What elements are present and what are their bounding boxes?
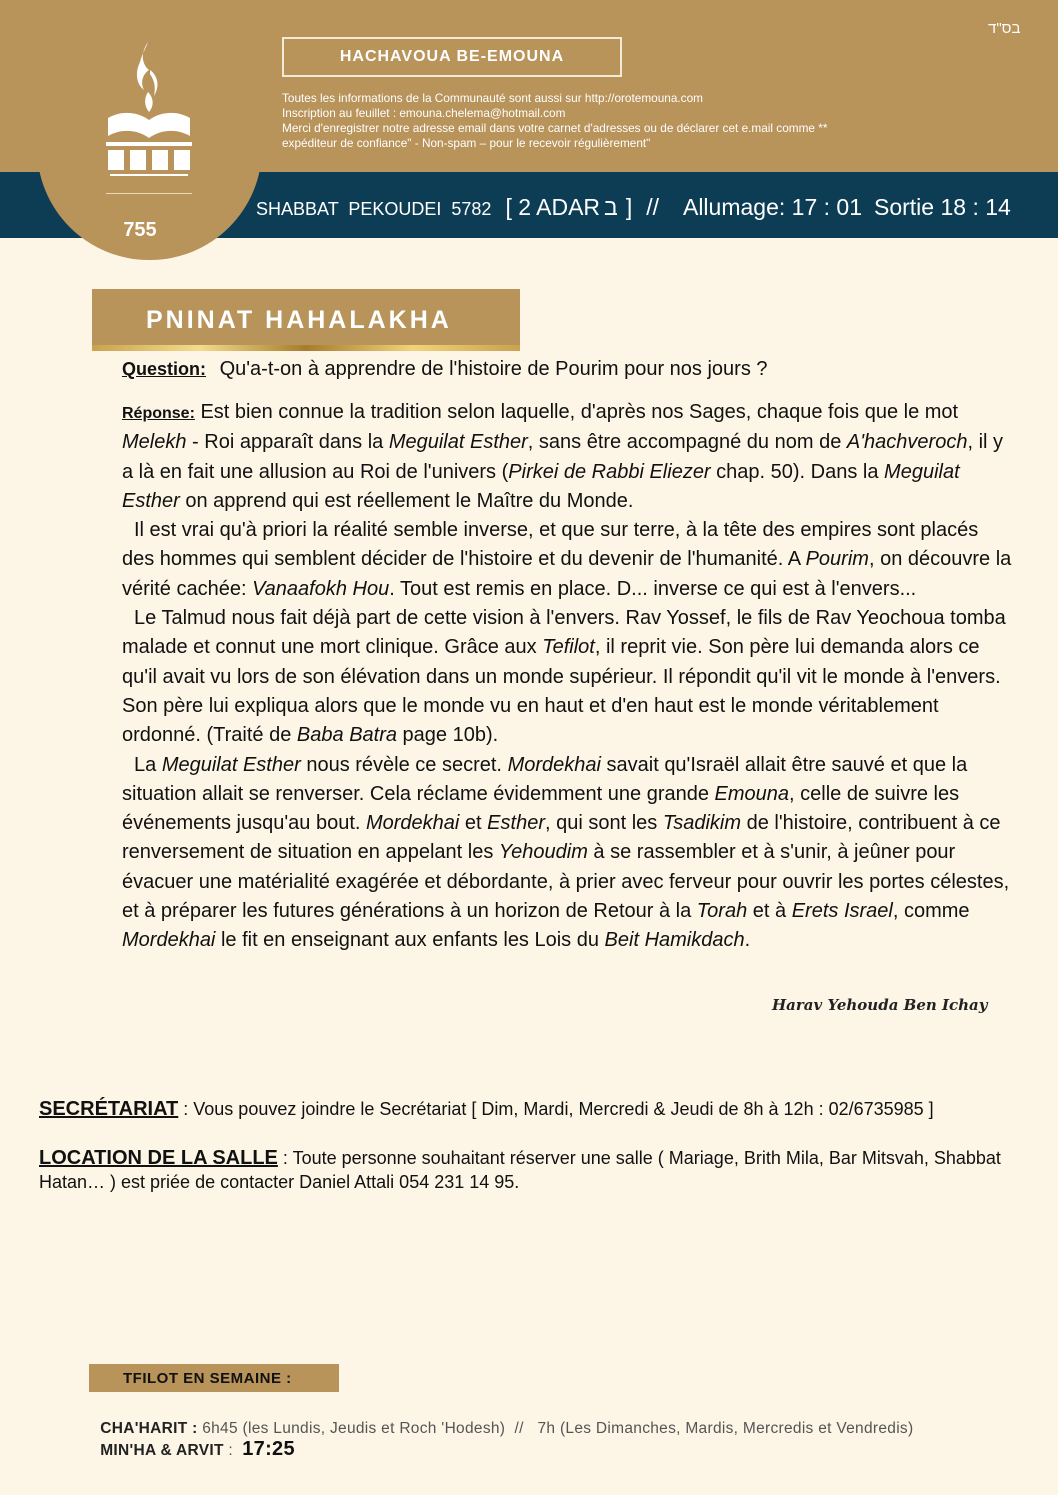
gold-stripe	[92, 345, 520, 351]
mincha-sep: :	[223, 1442, 243, 1459]
parasha: SHABBAT PEKOUDEI 5782	[256, 199, 492, 219]
candle-lighting: Allumage: 17 : 01	[682, 194, 862, 220]
hebrew-date-open: [ 2 ADAR	[505, 194, 601, 220]
section-title-text: PNINAT HAHALAKHA	[146, 305, 452, 334]
answer-label: Réponse:	[122, 405, 195, 422]
mincha-time: 17:25	[242, 1438, 295, 1460]
secretariat-label: SECRÉTARIAT	[39, 1098, 179, 1120]
answer-paragraph: La Meguilat Esther nous révèle ce secret. Mordekhai savait qu'Israël allait être sauvé et que la situation allait se renverser. Cela réclame évidemment une grande Emouna, celle de suivre les événements jusqu'au bout. Mordekhai et Esther, qui sont les Tsadikim de l'histoire, contribuent à ce renversement de situation en appelant les Yehoudim à se rassembler et à s'unir, à jeûner pour évacuer une matérialité exagérée et débordante, à prier avec ferveur pour ouvrir les portes célestes, et à préparer les futures générations à un horizon de Retour à la Torah et à Erets Israel, comme Mordekhai le fit en enseignant aux enfants les Lois du Beit Hamikdach.	[122, 753, 1010, 952]
secretariat-notice	[39, 1098, 1029, 1121]
mincha-times	[91, 1420, 491, 1461]
section-title	[92, 289, 520, 351]
location-text: : Toute personne souhaitant réserver une salle ( Mariage, Brith Mila, Bar Mitsvah, Shabbat Hatan… ) est priée de contacter Daniel Attali 054 231 14 95.	[39, 1148, 1001, 1192]
logo-divider	[106, 193, 192, 194]
secretariat-text: : Vous pouvez joindre le Secrétariat [ Dim, Mardi, Mercredi & Jeudi de 8h à 12h : 02/6735985 ]	[178, 1099, 934, 1119]
havdala: Sortie 18 : 14	[874, 194, 1011, 220]
issue-number: 755	[123, 219, 157, 241]
hebrew-date-close: ]	[625, 194, 633, 220]
location-label: LOCATION DE LA SALLE	[39, 1147, 278, 1169]
answer-paragraph: Il est vrai qu'à priori la réalité semble inverse, et que sur terre, à la tête des empires sont placés des hommes qui semblent décider de l'histoire et du devenir de l'humanité. A Pourim, on découvre la vérité cachée: Vanaafokh Hou. Tout est remis en place. D... inverse ce qui est à l'envers...	[122, 519, 1012, 600]
shacharit-label: CHA'HARIT :	[100, 1420, 198, 1437]
hebrew-date-letter: ב	[604, 194, 618, 220]
mincha-label: MIN'HA & ARVIT	[100, 1442, 224, 1459]
question-label: Question:	[122, 359, 206, 379]
location-notice	[39, 1146, 1029, 1194]
question-text: Qu'a-t-on à apprendre de l'histoire de Pourim pour nos jours ?	[219, 358, 768, 380]
besd-mark: בס"ד	[988, 20, 1021, 37]
question	[122, 358, 1022, 381]
info-line: Merci d'enregistrer notre adresse email dans votre carnet d'adresses ou de déclarer cet e.mail comme **	[282, 121, 828, 135]
newsletter-name: HACHAVOUA BE-EMOUNA	[282, 37, 622, 77]
answer-paragraph: Le Talmud nous fait déjà part de cette vision à l'envers. Rav Yossef, le fils de Rav Yeochoua tomba malade et connut une mort clinique. Grâce aux Tefilot, il reprit vie. Son père lui demanda alors ce qu'il avait vu lors de son élévation dans un monde supérieur. Il répondit qu'il vit le monde à l'envers. Son père lui expliqua alors que le monde vu en haut et d'en haut est le monde véritablement ordonné. (Traité de Baba Batra page 10b).	[122, 607, 1006, 747]
info-line: expéditeur de confiance" - Non-spam – pour le recevoir régulièrement"	[282, 136, 651, 150]
separator: //	[646, 194, 659, 220]
answer-paragraph: Réponse: Est bien connue la tradition selon laquelle, d'après nos Sages, chaque fois que le mot Melekh - Roi apparaît dans la Meguilat Esther, sans être accompagné du nom de A'hachveroch, il y a là en fait une allusion au Roi de l'univers (Pirkei de Rabbi Eliezer chap. 50). Dans la Meguilat Esther on apprend qui est réellement le Maître du Monde.	[122, 401, 1004, 512]
shacharit-text: 6h45 (les Lundis, Jeudis et Roch 'Hodesh) // 7h (Les Dimanches, Mardis, Mercredis et Vendredis)	[197, 1420, 914, 1437]
info-text	[282, 91, 942, 151]
author-signature: Harav Yehouda Ben Ichay	[772, 996, 988, 1014]
info-line: Toutes les informations de la Communauté sont aussi sur http://orotemouna.com	[282, 91, 703, 105]
emouna-logo-icon	[104, 40, 194, 180]
tfilot-title: TFILOT EN SEMAINE :	[89, 1364, 339, 1392]
answer	[122, 398, 1014, 956]
shabbat-times	[256, 194, 1052, 221]
info-line: Inscription au feuillet : emouna.chelema@hotmail.com	[282, 106, 566, 120]
